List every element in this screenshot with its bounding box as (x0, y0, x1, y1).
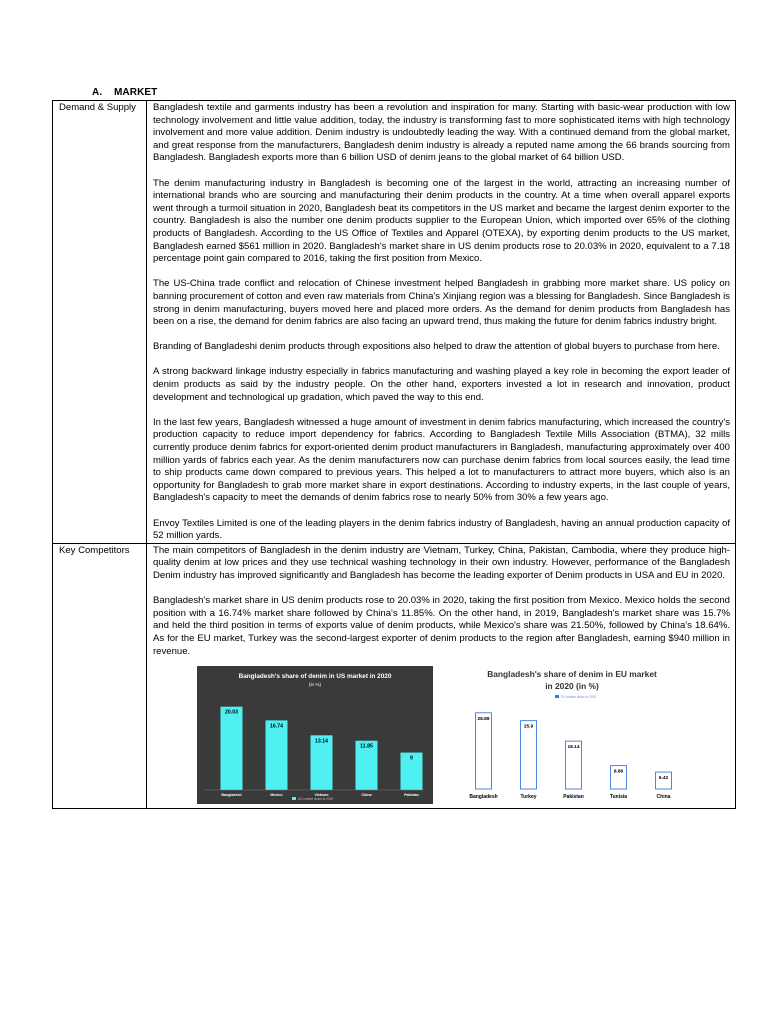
us-category-label: Pakistan (404, 793, 419, 798)
us-bar-value-label: 13.14 (315, 738, 328, 745)
eu-chart-title-line1: Bangladesh's share of denim in EU market (487, 669, 657, 680)
table-row (53, 101, 736, 544)
paragraph: The main competitors of Bangladesh in the denim industry are Vietnam, Turkey, China, Pakistan, Cambodia, where they produce high-quality denim at low prices and they use technical washing technology in their own industry. However, performance of the Bangladesh Denim industry has improved significantly and Bangladesh has become the leading exporter of Denim products in USA and EU in 2020. (153, 544, 730, 581)
charts-area (153, 662, 730, 808)
us-chart-subtitle: (in %) (309, 682, 321, 688)
eu-bar-value-label: 28.88 (477, 716, 490, 722)
paragraph: Bangladesh's market share in US denim products rose to 20.03% in 2020, taking the first position from Mexico. Mexico holds the second position with a 16.74% market share followed by China's 11.85%. On the other hand, in 2019, Bangladesh's market share was 15.7% and held the third position in terms of exports value of denim products, while Mexico's share was 21.50%, followed by China's 18.64%. As for the EU market, Turkey was the second-largest exporter of denim products to the region after Bangladesh, earning $940 million in revenue. (153, 595, 730, 657)
us-bar (266, 720, 288, 790)
eu-category-label: Pakistan (563, 794, 584, 801)
eu-bar-value-label: 6.42 (658, 776, 669, 782)
eu-chart-title-line2: in 2020 (in %) (545, 681, 599, 692)
paragraph: Bangladesh textile and garments industry has been a revolution and inspiration for many. Starting with basic-wear production with low technology involvement and little value addition, today, the industry is transforming fast to more sophisticated items with high technology involvement and more value addition. Denim industry is undoubtedly leading the way. With a continued demand from the global market, and great response from the manufacturers, Bangladesh denim industry is already a reputed name among the 66 brands sourcing from Bangladesh. Bangladesh exports more than 6 billion USD of denim jeans to the global market of 64 billion USD. (153, 102, 730, 164)
row-label-demand-supply: Demand & Supply (53, 101, 147, 544)
eu-bar (521, 721, 537, 789)
paragraph: Branding of Bangladeshi denim products through expositions also helped to draw the attention of global buyers to purchase from here. (153, 341, 720, 353)
us-bar-value-label: 9 (410, 755, 413, 762)
us-category-label: China (361, 793, 372, 798)
eu-category-label: Bangladesh (469, 794, 498, 801)
key-competitors-content (147, 543, 736, 808)
us-bar (221, 707, 243, 790)
paragraph: In the last few years, Bangladesh witnessed a huge amount of investment in denim fabrics manufacturing, which increased the country's production capacity to reduce import dependency for fabrics. According to Bangladesh Textile Mills Association (BTMA), 32 mills currently produce denim fabrics for export-oriented denim product manufacturers in Bangladesh, manufacturing approximately over 400 million yards of fabrics each year. As the denim manufacturers now can purchase denim fabrics from local sources easily, the lead time to ship products came down compared to previous years. This helped a lot to manufacturers to attract more buyers, which also is an opportunity for Bangladesh to grab more market share in export destinations. According to industry experts, in the last couple of years, Bangladesh's capacity to meet the demands of denim fabrics rose to nearly 50% from 30% a few years ago. (153, 416, 730, 504)
eu-bar-value-label: 18.14 (567, 745, 580, 751)
us-legend: US market share in 2020 (298, 797, 334, 802)
us-category-label: Mexico (270, 793, 283, 798)
us-market-chart (197, 666, 433, 804)
section-title: MARKET (114, 87, 158, 98)
eu-bar-value-label: 25.9 (523, 724, 534, 730)
us-chart-title: Bangladesh's share of denim in US market in 2020 (238, 673, 392, 681)
eu-category-label: Tunisia (609, 794, 628, 801)
paragraph: The US-China trade conflict and relocation of Chinese investment helped Bangladesh in grabbing more market share. US policy on banning procurement of cotton and even raw materials from China's Xinjiang region was a blessing for Bangladesh. Since Bangladesh is strong in denim manufacturing, buyers moved here and placed more orders. As the demand for denim products from Bangladesh has been on a rise, the demand for denim fabrics are also facing an upward trend, thus making the future for denim fabrics industry bright. (153, 278, 730, 328)
paragraph: A strong backward linkage industry especially in fabrics manufacturing and washing played a key role in becoming the export leader of denim products as said by the industry people. On the other hand, exporters invested a lot in research and innovation, product development and technological up gradation, which paved the way to this end. (153, 366, 730, 403)
table-row (53, 543, 736, 808)
row-label-key-competitors: Key Competitors (53, 543, 147, 808)
us-bar-value-label: 11.85 (360, 743, 373, 750)
paragraph: Envoy Textiles Limited is one of the leading players in the denim fabrics industry of Bangladesh, having an annual production capacity of 52 million yards. (153, 517, 730, 542)
section-heading (92, 87, 157, 98)
us-category-label: Vietnam (314, 793, 329, 798)
eu-legend-swatch (555, 695, 559, 698)
us-category-label: Bangladesh (221, 793, 242, 798)
eu-legend: EU market share in 2020 (561, 695, 597, 700)
us-legend-swatch (292, 797, 296, 800)
eu-category-label: Turkey (520, 794, 537, 801)
eu-bar-value-label: 8.86 (613, 769, 624, 775)
market-table (52, 100, 736, 809)
section-number: A. (92, 87, 103, 98)
eu-category-label: China (656, 794, 671, 801)
us-bar-value-label: 20.03 (225, 709, 238, 716)
eu-bar (476, 713, 492, 789)
demand-supply-content (147, 101, 736, 544)
eu-market-chart (458, 662, 686, 804)
us-bar-value-label: 16.74 (270, 723, 283, 730)
paragraph: The denim manufacturing industry in Bangladesh is becoming one of the largest in the world, attracting an increasing number of international brands who are sourcing and manufacturing their denim products in the country. At a time when overall apparel exports went through a turmoil situation in 2020, Bangladesh beat its competitors in the US market and became the largest denim exporter to the country. Bangladesh is also the number one denim products supplier to the European Union, which imported over 65% of the clothing products of Bangladesh. According to the US Office of Textiles and Apparel (OTEXA), by exporting denim products to the US market, Bangladesh earned $561 million in 2020. Bangladesh's market share in US denim products rose to 20.03% in 2020, equivalent to a 7.18 percentage point gain compared to 2016, taking the first position from Mexico. (153, 177, 730, 265)
